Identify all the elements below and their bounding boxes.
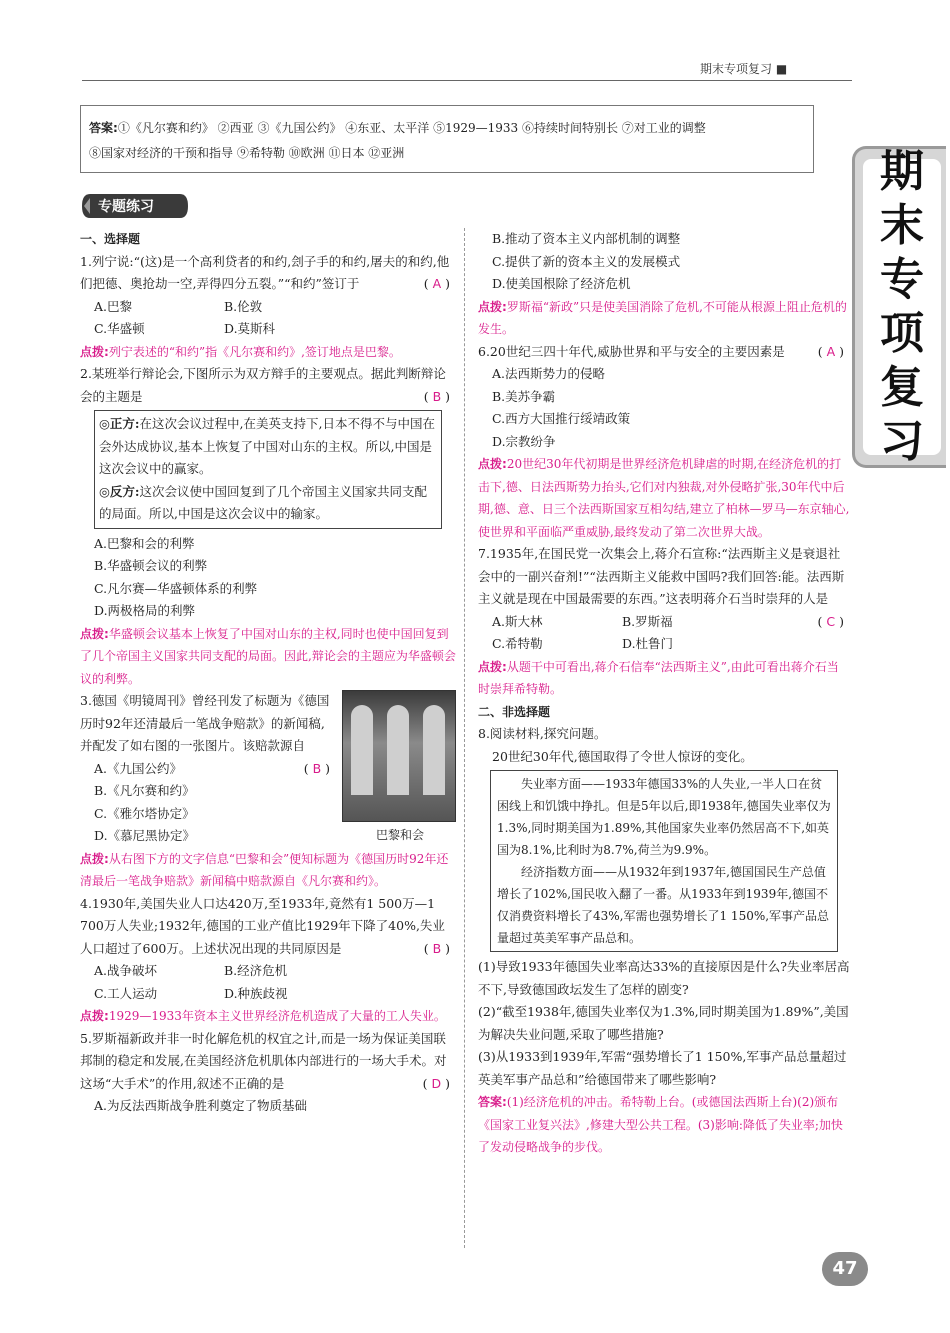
q3-option-c: C.《雅尔塔协定》 [94, 805, 195, 821]
q4-option-b: B.经济危机 [224, 963, 288, 978]
q4-option-d: D.种族歧视 [224, 985, 288, 1001]
q1-stem: 1.列宁说:“(这)是一个高利贷者的和约,刽子手的和约,屠夫的和约,他们把德、奥抢劫一空,弄得四分五裂。”“和约”签订于 [80, 253, 450, 291]
q2-hint: 点拨:华盛顿会议基本上恢复了中国对山东的主权,同时也使中国回复到了几个帝国主义国家共同支配的局面。因此,辩论会的主题应为华盛顿会议的利弊。 [80, 626, 456, 686]
q5-stem: 5.罗斯福新政并非一时化解危机的权宜之计,而是一场为保证美国联邦制的稳定和发展,在美国经济危机肌体内部进行的一场大手术。对这场“大手术”的作用,叙述不正确的是 [80, 1030, 447, 1091]
answer-box [80, 105, 814, 173]
question-1: 1.列宁说:“(这)是一个高利贷者的和约,刽子手的和约,屠夫的和约,他们把德、奥抢劫一空,弄得四分五裂。”“和约”签订于 ( A ) A.巴黎 B.伦敦 C.华盛顿 D.莫斯科 点拨:列宁表述的“和约”指《凡尔赛和约》,签订地点是巴黎。 [80, 251, 456, 364]
q3-option-b: B.《凡尔赛和约》 [94, 783, 195, 798]
q1-option-a: A.巴黎 [94, 298, 133, 314]
sidebar-char: 项 [880, 308, 924, 359]
q3-option-d: D.《慕尼黑协定》 [94, 828, 196, 843]
q8-sub2: (2)“截至1938年,德国失业率仅为1.3%,同时期美国为1.89%”,美国为解决失业问题,采取了哪些措施? [478, 1004, 849, 1042]
question-5: 5.罗斯福新政并非一时化解危机的权宜之计,而是一场为保证美国联邦制的稳定和发展,在美国经济危机肌体内部进行的一场大手术。对这场“大手术”的作用,叙述不正确的是 ( D ) A.为反法西斯战争胜利奠定了物质基础 [80, 1028, 456, 1118]
pro-text: 在这次会议过程中,在美英支持下,日本不得不与中国在会外达成协议,基本上恢复了中国对山东的主权。所以,中国是这次会议中的赢家。 [99, 416, 435, 476]
q1-answer: A [432, 276, 442, 291]
answer-box-line2: ⑧国家对经济的干预和指导 ⑨希特勒 ⑩欧洲 ⑪日本 ⑫亚洲 [89, 146, 405, 160]
question-3: 3.德国《明镜周刊》曾经刊发了标题为《德国历时92年还清最后一笔战争赔款》的新闻稿,并配发了如右图的一张图片。该赔款源自 ( B ) A.《九国公约》 B.《凡尔赛和约》 C.《雅尔塔协定》 巴黎和会 D.《慕尼黑协定》 点拨:从右图下方的文字信息“巴黎和会”便知标题为《德国历时92年还清最后一笔战争赔款》新闻稿中赔款源自《凡尔赛和约》。 [80, 690, 456, 893]
question-2: 2.某班举行辩论会,下图所示为双方辩手的主要观点。据此判断辩论会的主题是 ( B ) ◎正方:在这次会议过程中,在美英支持下,日本不得不与中国在会外达成协议,基本上恢复了中国对山东的主权。所以,中国是这次会议中的赢家。 ◎反方:这次会议使中国回复到了几个帝国主义国家共同支配的局面。所以,中国是这次会议中的输家。 A.巴黎和会的利弊 B.华盛顿会议的利弊 C.凡尔赛—华盛顿体系的利弊 D.两极格局的利弊 点拨:华盛顿会议基本上恢复了中国对山东的主权,同时也使中国回复到了几个帝国主义国家共同支配的局面。因此,辩论会的主题应为华盛顿会议的利弊。 [80, 363, 456, 690]
q5-answer: D [431, 1075, 442, 1091]
material-economy: 经济指数方面——从1932年到1937年,德国国民生产总值增长了102%,国民收入翻了一番。从1933年到1939年,德国不仅消费资料增长了43%,军需也强势增长了1 150%,军事产品总量超过英美军事产品总和。 [497, 865, 830, 945]
answer-box-label: 答案: [89, 121, 118, 135]
q2-stem: 2.某班举行辩论会,下图所示为双方辩手的主要观点。据此判断辩论会的主题是 [80, 366, 446, 404]
q7-option-d: D.杜鲁门 [622, 636, 674, 651]
q3-answer: B [312, 760, 322, 776]
q8-stem: 8.阅读材料,探究问题。 [478, 726, 607, 741]
q8-intro: 20世纪30年代,德国取得了令世人惊讶的变化。 [492, 748, 753, 764]
q8-sub1: (1)导致1933年德国失业率高达33%的直接原因是什么?失业率居高不下,导致德国政坛发生了怎样的剧变? [478, 959, 850, 997]
q3-stem: 3.德国《明镜周刊》曾经刊发了标题为《德国历时92年还清最后一笔战争赔款》的新闻稿,并配发了如右图的一张图片。该赔款源自 [80, 693, 330, 753]
photo-caption: 巴黎和会 [375, 828, 424, 842]
debate-box [94, 410, 442, 529]
practice-banner [80, 192, 190, 220]
q4-answer: B [432, 940, 442, 956]
con-label: ◎反方: [99, 483, 140, 499]
header-rule [82, 80, 852, 81]
sidebar-char: 复 [880, 362, 924, 413]
q1-option-d: D.莫斯科 [224, 321, 276, 336]
q6-option-d: D.宗教纷争 [492, 433, 556, 449]
q8-answer: 答案:(1)经济危机的冲击。希特勒上台。(或德国法西斯上台)(2)颁布《国家工业复兴法》,修建大型公共工程。(3)影响:降低了失业率;加快了发动侵略战争的步伐。 [478, 1095, 843, 1154]
column-divider [464, 228, 465, 1248]
q2-option-d: D.两极格局的利弊 [94, 603, 196, 618]
q3-hint: 点拨:从右图下方的文字信息“巴黎和会”便知标题为《德国历时92年还清最后一笔战争赔款》新闻稿中赔款源自《凡尔赛和约》。 [80, 851, 449, 888]
q1-hint: 点拨:列宁表述的“和约”指《凡尔赛和约》,签订地点是巴黎。 [80, 344, 401, 359]
q4-option-c: C.工人运动 [94, 985, 158, 1001]
section-header: 期末专项复习 ■ [700, 62, 788, 76]
q6-option-a: A.法西斯势力的侵略 [492, 366, 606, 381]
q7-answer: C [826, 613, 836, 629]
q5-option-a: A.为反法西斯战争胜利奠定了物质基础 [94, 1098, 308, 1113]
q2-answer: B [432, 388, 442, 404]
q5-hint: 点拨:罗斯福“新政”只是使美国消除了危机,不可能从根源上阻止危机的发生。 [478, 299, 847, 336]
question-4: 4.1930年,美国失业人口达420万,至1933年,竟然有1 500万—1 700万人失业;1932年,德国的工业产值比1929年下降了40%,失业人口超过了600万。上述状况出现的共同原因是 ( B ) A.战争破坏 B.经济危机 C.工人运动 D.种族歧视 点拨:1929—1933年资本主义世界经济危机造成了大量的工人失业。 [80, 893, 456, 1028]
q7-option-b: B.罗斯福 [622, 613, 673, 629]
q6-option-b: B.美苏争霸 [492, 388, 556, 404]
q7-option-a: A.斯大林 [492, 613, 543, 629]
q4-option-a: A.战争破坏 [94, 963, 158, 978]
q4-hint: 点拨:1929—1933年资本主义世界经济危机造成了大量的工人失业。 [80, 1009, 446, 1023]
sidebar-char: 期 [880, 146, 924, 197]
q2-option-b: B.华盛顿会议的利弊 [94, 558, 208, 573]
q6-answer: A [826, 343, 836, 359]
question-5-continued [478, 228, 850, 341]
q6-stem: 6.20世纪三四十年代,威胁世界和平与安全的主要因素是 [478, 343, 785, 359]
q8-sub3: (3)从1933到1939年,军需“强势增长了1 150%,军事产品总量超过英美军事产品总和”给德国带来了哪些影响? [478, 1049, 847, 1087]
q5-option-d: D.使美国根除了经济危机 [492, 276, 631, 291]
sidebar-char: 习 [880, 416, 924, 467]
q5-option-b: B.推动了资本主义内部机制的调整 [492, 231, 681, 246]
material-unemployment: 失业率方面——1933年德国33%的人失业,一半人口在贫困线上和饥饿中挣扎。但是5年以后,即1938年,德国失业率仅为1.3%,同时期美国为1.89%,其他国家失业率仍然居高不下,如英国为8.1%,比利时为8.7%,荷兰为9.9%。 [497, 777, 831, 857]
question-8 [478, 723, 850, 1159]
con-text: 这次会议使中国回复到了几个帝国主义国家共同支配的局面。所以,中国是这次会议中的输家。 [99, 483, 428, 521]
q7-stem: 7.1935年,在国民党一次集会上,蒋介石宣称:“法西斯主义是衰退社会中的一副兴奋剂!”“法西斯主义能救中国吗?我们回答:能。法西斯主义就是现在中国最需要的东西。”这表明蒋介石当时崇拜的人是 [478, 546, 845, 606]
q6-option-c: C.西方大国推行绥靖政策 [492, 411, 631, 426]
sidebar-char: 专 [880, 254, 924, 305]
q2-option-c: C.凡尔赛—华盛顿体系的利弊 [94, 580, 258, 596]
q7-option-c: C.希特勒 [492, 636, 543, 651]
q1-option-c: C.华盛顿 [94, 321, 145, 336]
answer-box-line1: ①《凡尔赛和约》 ②西亚 ③《九国公约》 ④东亚、太平洋 ⑤1929—1933 ⑥持续时间特别长 ⑦对工业的调整 [117, 121, 706, 135]
q5-option-c: C.提供了新的资本主义的发展模式 [492, 253, 681, 269]
section-choice-title: 一、选择题 [80, 232, 141, 246]
paris-conference-photo [342, 690, 456, 822]
q2-option-a: A.巴黎和会的利弊 [94, 535, 195, 551]
page-number: 47 [822, 1252, 868, 1286]
banner-label: 专题练习 [98, 199, 154, 215]
right-column [478, 228, 850, 1159]
pro-label: ◎正方: [99, 416, 140, 431]
sidebar-tab [852, 146, 946, 468]
q4-stem: 4.1930年,美国失业人口达420万,至1933年,竟然有1 500万—1 700万人失业;1932年,德国的工业产值比1929年下降了40%,失业人口超过了600万。上述状况出现的共同原因是 [80, 895, 445, 956]
sidebar-char: 末 [880, 200, 924, 251]
material-box [490, 770, 838, 952]
sidebar-title [863, 146, 941, 467]
section-nonchoice-title: 二、非选择题 [478, 704, 551, 719]
left-column [80, 228, 456, 1118]
q3-option-a: A.《九国公约》 [94, 760, 183, 776]
q1-option-b: B.伦敦 [224, 298, 263, 314]
q7-hint: 点拨:从题干中可看出,蒋介石信奉“法西斯主义”,由此可看出蒋介石当时崇拜希特勒。 [478, 659, 839, 696]
q6-hint: 点拨:20世纪30年代初期是世界经济危机肆虐的时期,在经济危机的打击下,德、日法西斯势力抬头,它们对内独裁,对外侵略扩张,30年代中后期,德、意、日三个法西斯国家互相勾结,建立了柏林—罗马—东京轴心,使世界和平面临严重威胁,最终发动了第二次世界大战。 [478, 457, 850, 539]
question-6: 6.20世纪三四十年代,威胁世界和平与安全的主要因素是 ( A ) A.法西斯势力的侵略 B.美苏争霸 C.西方大国推行绥靖政策 D.宗教纷争 点拨:20世纪30年代初期是世界经济危机肆虐的时期,在经济危机的打击下,德、日法西斯势力抬头,它们对内独裁,对外侵略扩张,30年代中后期,德、意、日三个法西斯国家互相勾结,建立了柏林—罗马—东京轴心,使世界和平面临严重威胁,最终发动了第二次世界大战。 [478, 341, 850, 544]
question-7: 7.1935年,在国民党一次集会上,蒋介石宣称:“法西斯主义是衰退社会中的一副兴奋剂!”“法西斯主义能救中国吗?我们回答:能。法西斯主义就是现在中国最需要的东西。”这表明蒋介石当时崇拜的人是 ( C ) A.斯大林 B.罗斯福 C.希特勒 D.杜鲁门 点拨:从题干中可看出,蒋介石信奉“法西斯主义”,由此可看出蒋介石当时崇拜希特勒。 [478, 543, 850, 701]
